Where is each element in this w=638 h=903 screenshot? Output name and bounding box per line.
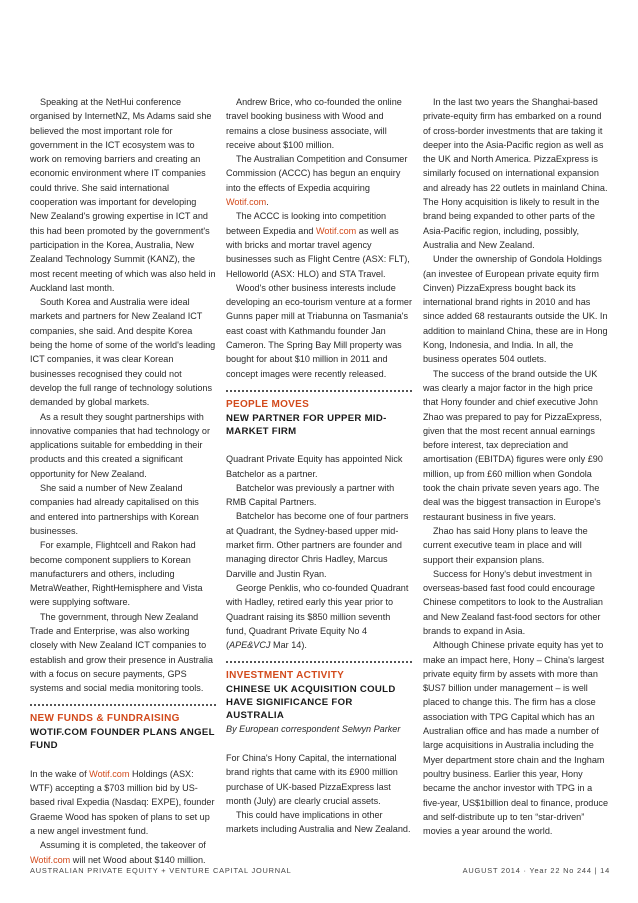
paragraph-text: will net Wood about $140 million.: [70, 854, 206, 865]
paragraph: She said a number of New Zealand companies had already capitalised on this and entered into partnerships with Korean businesses.: [30, 483, 199, 536]
paragraph: The success of the brand outside the UK was clearly a major factor in the high price that Hony founder and chief executive John Zhao was prepared to pay for PizzaExpress, given that the most recent annual earnings before interest, tax depreciation and amortisation (EBITDA) figures were only £90 million, up from £60 million when Gondola took the chain private seven years ago. The deal was the biggest transaction in Europe's restaurant business in five years.: [423, 368, 603, 522]
paragraph: For China's Hony Capital, the international brand rights that came with its £900 million purchase of UK-based PizzaExpress last month (July) are clearly crucial assets.: [226, 752, 398, 806]
wotif-link[interactable]: Wotif.com: [30, 854, 71, 865]
paragraph: Speaking at the NetHui conference organised by InternetNZ, Ms Adams said she believed the most important role for government in the ICT ecosystem was to work on removing barriers and creating an economic environment where IT companies could thrive. She said international cooperation was important for developing New Zealand's growing expertise in ICT and this had been promoted by the government's participation in the Korea, Australia, New Zealand Technology Summit (KANZ), the most recent meeting of which was also held in Auckland last month.: [30, 97, 216, 293]
dotted-divider: [30, 704, 216, 706]
section-label: PEOPLE MOVES: [226, 398, 310, 410]
paragraph: Success for Hony's debut investment in overseas-based fast food could encourage Chinese competitors to look to the Australian and New Zealand fast-food sectors for other brands to expand in Asia.: [423, 568, 603, 636]
paragraph: Wood's other business interests include developing an eco-tourism venture at a former Gunns paper mill at Triabunna on Tasmania's east coast with Kathmandu founder Jan Cameron. The Spring Bay Mill property was bought for about $10 million in 2011 and concept images were recently released.: [226, 282, 413, 379]
wotif-link[interactable]: Wotif.com: [316, 225, 357, 236]
wotif-link[interactable]: Wotif.com: [89, 768, 130, 779]
paragraph-text: as well as with bricks and mortar travel agency businesses such as Flight Centre (ASX: FLT), Helloworld (ASX: HLO) and STA Travel.: [226, 225, 410, 279]
column-3: [423, 95, 609, 838]
paragraph: Although Chinese private equity has yet to make an impact here, Hony – China's largest private equity firm by assets with more than $US7 billion under management – is well placed to change this. The firm has a close association with TPG Capital which has an Australian office and has made a number of large acquisitions in Australia including the Myer department store chain and the Ingham poultry business. Earlier this year, Hony became the anchor investor with TPG in a five-year, US$1billion deal to finance, produce and self-distribute up to ten “star-driven” movies a year around the world.: [423, 640, 609, 837]
page-footer: [30, 866, 610, 880]
paragraph-text: Mar 14).: [270, 640, 307, 651]
paragraph: This could have implications in other markets including Australia and New Zealand.: [226, 810, 411, 835]
article-headline: NEW PARTNER FOR UPPER MID-MARKET FIRM: [226, 412, 387, 437]
paragraph-text: The ACCC is looking into competition between Expedia and: [226, 211, 387, 236]
paragraph: Quadrant Private Equity has appointed Nick Batchelor as a partner.: [226, 454, 403, 479]
paragraph: South Korea and Australia were ideal markets and partners for New Zealand ICT companies, she said. And despite Korea being the home of some of the world's leading ICT companies, it was clear Korean businesses recognised they could not develop the full range of technology solutions demanded by global markets.: [30, 297, 216, 408]
issue-and-page-number: AUGUST 2014 · Year 22 No 244 | 14: [462, 866, 610, 875]
paragraph-text: The Australian Competition and Consumer Commission (ACCC) has begun an enquiry into the effects of Expedia acquiring: [226, 154, 408, 193]
article-headline: WOTIF.COM FOUNDER PLANS ANGEL FUND: [30, 727, 215, 752]
section-label: INVESTMENT ACTIVITY: [226, 670, 345, 682]
paragraph: [30, 838, 216, 867]
article-headline: CHINESE UK ACQUISITION COULD HAVE SIGNIFICANCE FOR AUSTRALIA: [226, 684, 396, 722]
wotif-link[interactable]: Wotif.com: [226, 197, 267, 208]
paragraph-text: Assuming it is completed, the takeover of: [40, 840, 206, 851]
journal-name: AUSTRALIAN PRIVATE EQUITY + VENTURE CAPITAL JOURNAL: [30, 866, 292, 875]
column-1: [30, 95, 216, 867]
dotted-divider: [226, 661, 412, 663]
paragraph: [226, 209, 412, 280]
paragraph-text: George Penklis, who co-founded Quadrant with Hadley, retired early this year prior to Quadrant raising its $850 million seventh fund, Quadrant Private Equity No 4 (: [226, 582, 409, 651]
dotted-divider: [226, 390, 412, 392]
paragraph-text: .: [266, 197, 269, 208]
paragraph: For example, Flightcell and Rakon had become component suppliers to Korean manufacturers and others, including MetraWeather, RightHemisphere and Vista were supplying software.: [30, 540, 203, 608]
paragraph: [226, 152, 412, 209]
paragraph: Zhao has said Hony plans to leave the current executive team in place and will support their expansion plans.: [423, 525, 588, 565]
paragraph: Andrew Brice, who co-founded the online travel booking business with Wood and remains a close business associate, will receive about $100 million.: [226, 97, 402, 150]
paragraph: [226, 581, 412, 652]
publication-citation: APE&VCJ: [229, 640, 271, 651]
paragraph-text: In the wake of: [30, 768, 90, 779]
paragraph: Batchelor has become one of four partners at Quadrant, the Sydney-based upper mid-market firm. Other partners are founder and managing director Chris Hadley, Marcus Darville and Justin Ryan.: [226, 511, 409, 579]
paragraph-text: Holdings (ASX: WTF) accepting a $703 million bid by US-based rival Expedia (Nasdaq: EXPE), founder Graeme Wood has spoken of plans to set up a new angel investment fund.: [30, 768, 215, 836]
paragraph: Batchelor was previously a partner with RMB Capital Partners.: [226, 482, 395, 508]
paragraph: Under the ownership of Gondola Holdings (an investee of European private equity firm Cinven) PizzaExpress bought back its international brand rights in 2010 and has since added 68 restaurants outside the UK. In addition to mainland China, these are in Hong Kong, Indonesia, and India. In all, the business operates 504 outlets.: [423, 254, 608, 365]
paragraph: The government, through New Zealand Trade and Enterprise, was also working closely with New Zealand ICT companies to establish and grow their presence in Australia with a focus on secure payments, GPS systems and social media monitoring tools.: [30, 611, 213, 694]
paragraph: As a result they sought partnerships with innovative companies that had technology or applications suitable for embedding in their products and this created a significant opportunity for New Zealand.: [30, 411, 210, 479]
byline: By European correspondent Selwyn Parker: [226, 724, 401, 735]
column-2: [226, 95, 412, 837]
section-label: NEW FUNDS & FUNDRAISING: [30, 713, 180, 725]
paragraph: In the last two years the Shanghai-based private-equity firm has embarked on a round of cross-border investments that are taking it deeper into the Asia-Pacific region as well as the UK and North America. PizzaExpress is similarly focused on international expansion and already has 22 outlets in mainland China. The Hony acquisition is likely to result in the brand being expanded to other parts of the Asia-Pacific region, including, possibly, Australia and New Zealand.: [423, 97, 608, 250]
paragraph: [30, 767, 216, 838]
